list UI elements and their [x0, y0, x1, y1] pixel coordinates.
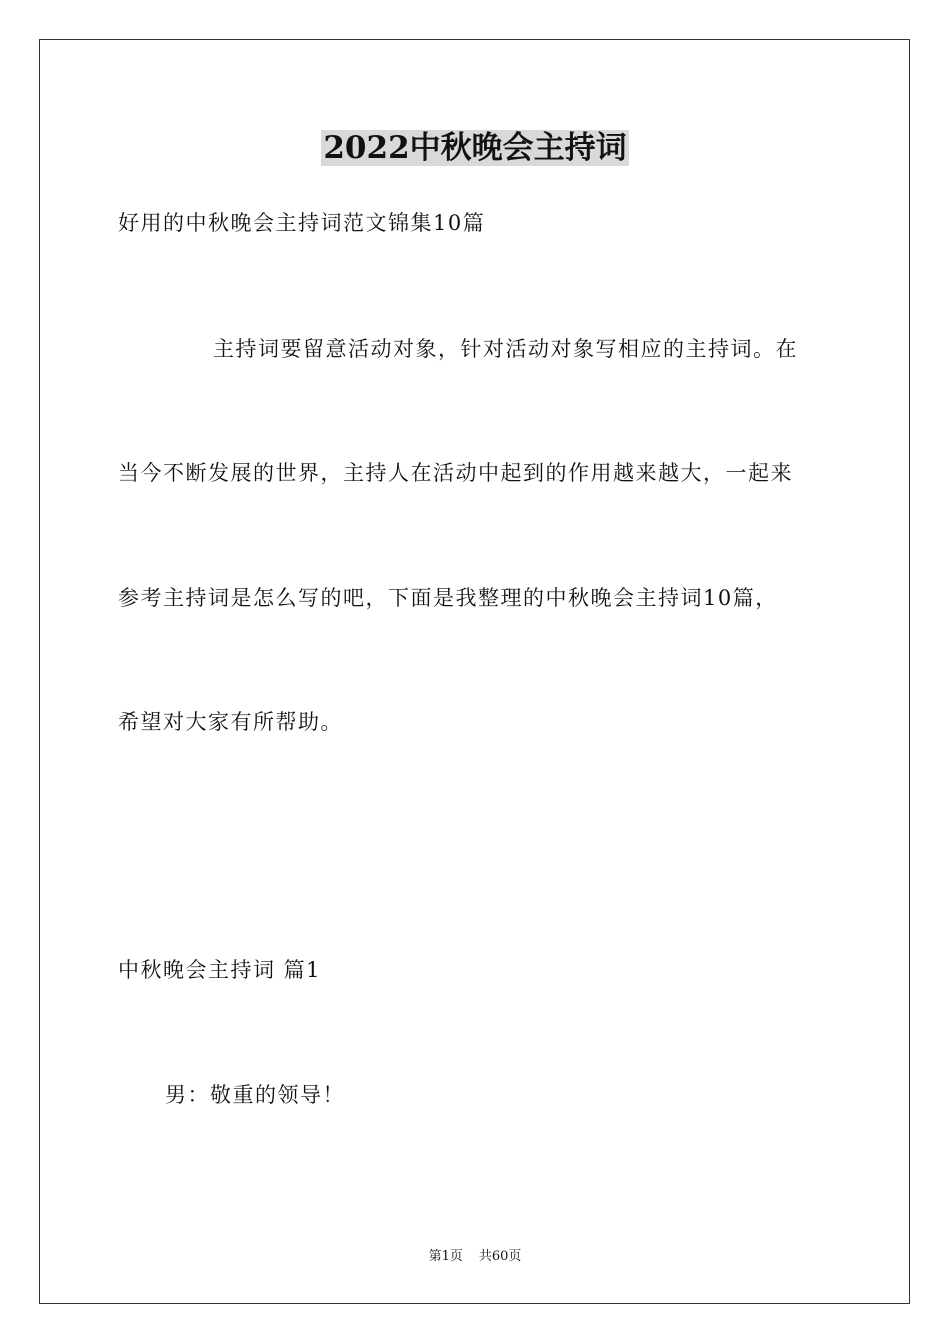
page-footer	[0, 1248, 950, 1266]
document-title	[0, 128, 950, 168]
speech-line: 男：敬重的领导！	[165, 1083, 345, 1107]
document-title-text: 2022中秋晚会主持词	[323, 130, 627, 166]
paragraph-line: 希望对大家有所帮助。	[118, 710, 343, 734]
section-heading: 中秋晚会主持词 篇1	[118, 958, 322, 982]
page-number: 第1页	[428, 1249, 463, 1264]
paragraph-line: 参考主持词是怎么写的吧，下面是我整理的中秋晚会主持词10篇，	[118, 586, 778, 610]
document-subtitle: 好用的中秋晚会主持词范文锦集10篇	[118, 211, 486, 235]
page-total: 共60页	[478, 1249, 522, 1264]
paragraph-line: 主持词要留意活动对象，针对活动对象写相应的主持词。在	[213, 337, 798, 361]
paragraph-line: 当今不断发展的世界，主持人在活动中起到的作用越来越大，一起来	[118, 461, 793, 485]
